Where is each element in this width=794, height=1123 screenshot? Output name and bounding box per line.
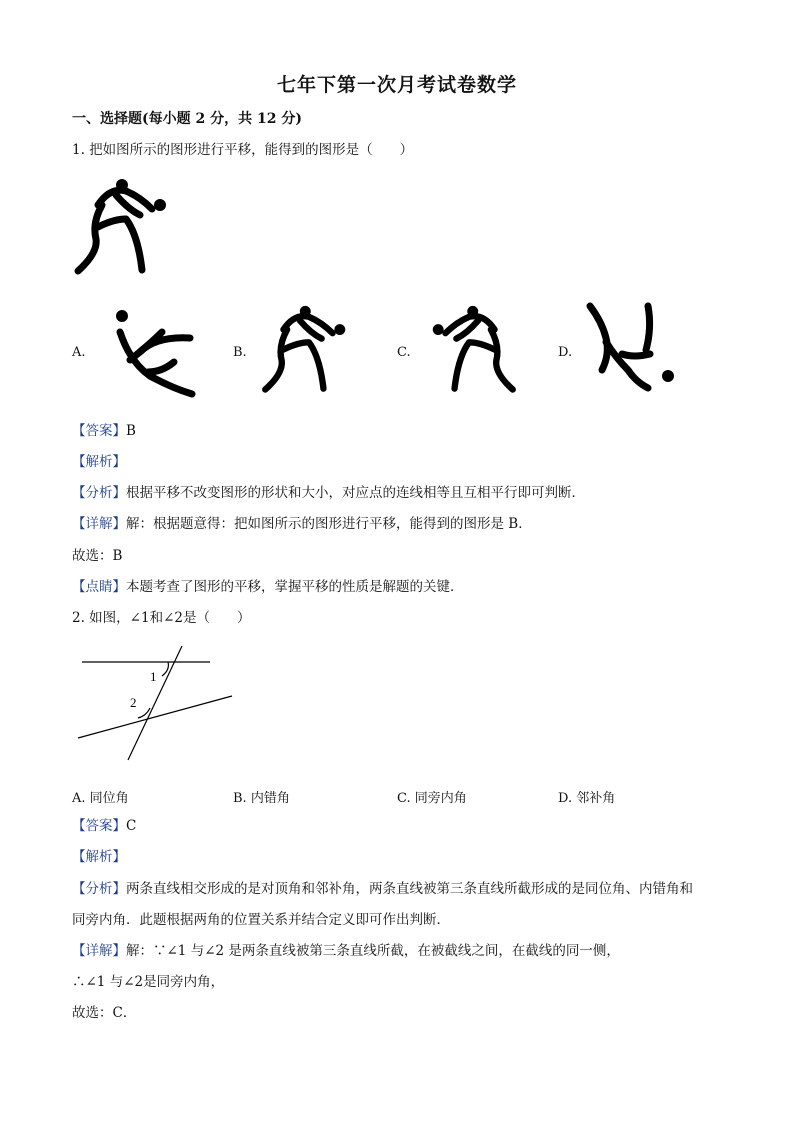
option-a-figure [100, 302, 200, 402]
q2-xiangjie-line [72, 942, 620, 960]
fenxi-tag: 【分析】 [72, 881, 126, 897]
q1-dianjing-line [72, 578, 464, 596]
fenxi-tag: 【分析】 [72, 485, 126, 501]
q1-dianjing-text: 本题考查了图形的平移，掌握平移的性质是解题的关键． [126, 579, 464, 595]
q2-fenxi-text-2: 同旁内角．此题根据两角的位置关系并结合定义即可作出判断． [72, 912, 450, 928]
q2-answer: C [126, 818, 137, 834]
q2-option-c: C. 同旁内角 [397, 791, 467, 806]
q2-option-d: D. 邻补角 [558, 791, 616, 806]
q2-analysis-heading [72, 848, 126, 866]
xiangjie-tag: 【详解】 [72, 516, 126, 532]
q2-fenxi-line [72, 880, 693, 898]
q1-analysis-heading [72, 453, 126, 471]
question-2-figure [72, 640, 242, 765]
q1-fenxi-text: 根据平移不改变图形的形状和大小，对应点的连线相等且互相平行即可判断． [126, 485, 585, 501]
option-c-figure [420, 300, 520, 400]
question-1-stem: 1. 把如图所示的图形进行平移，能得到的图形是（ ） [72, 142, 414, 158]
q2-choose: 故选：C． [72, 1005, 137, 1021]
xiangjie-tag: 【详解】 [72, 943, 126, 959]
q2-option-b: B. 内错角 [233, 791, 290, 806]
answer-tag: 【答案】 [72, 423, 126, 439]
q1-choose: 故选：B [72, 548, 123, 564]
q2-option-a: A. 同位角 [72, 791, 129, 806]
question-1-figure [70, 175, 180, 280]
page-title: 七年下第一次月考试卷数学 [276, 74, 517, 96]
q2-answer-line [72, 817, 136, 835]
q1-answer-line [72, 422, 136, 440]
q2-therefore: ∴∠1 与∠2是同旁内角， [72, 974, 225, 990]
q2-xiangjie-text: 解：∵∠1 与∠2 是两条直线被第三条直线所截，在被截线之间，在截线的同一侧， [126, 943, 620, 959]
option-d-label: D. [558, 345, 573, 360]
answer-tag: 【答案】 [72, 818, 126, 834]
q1-fenxi-line [72, 484, 585, 502]
angle-1-label: 1 [150, 669, 157, 684]
q2-fenxi-text-1: 两条直线相交形成的是对顶角和邻补角，两条直线被第三条直线所截形成的是同位角、内错角和 [126, 881, 693, 897]
angle-2-label: 2 [130, 695, 137, 710]
dianjing-tag: 【点睛】 [72, 579, 126, 595]
q1-xiangjie-line [72, 515, 532, 533]
option-b-figure [258, 300, 358, 400]
question-2-stem: 2. 如图，∠1和∠2是（ ） [72, 610, 251, 626]
option-b-label: B. [233, 345, 247, 360]
option-c-label: C. [397, 345, 411, 360]
analysis-tag: 【解析】 [72, 849, 126, 865]
q1-answer: B [126, 423, 136, 439]
option-d-figure [582, 298, 682, 398]
analysis-tag: 【解析】 [72, 454, 126, 470]
option-a-label: A. [72, 345, 86, 360]
section-heading: 一、选择题(每小题 2 分，共 12 分) [72, 111, 302, 127]
q1-xiangjie-text: 解：根据题意得：把如图所示的图形进行平移，能得到的图形是 B． [126, 516, 532, 532]
